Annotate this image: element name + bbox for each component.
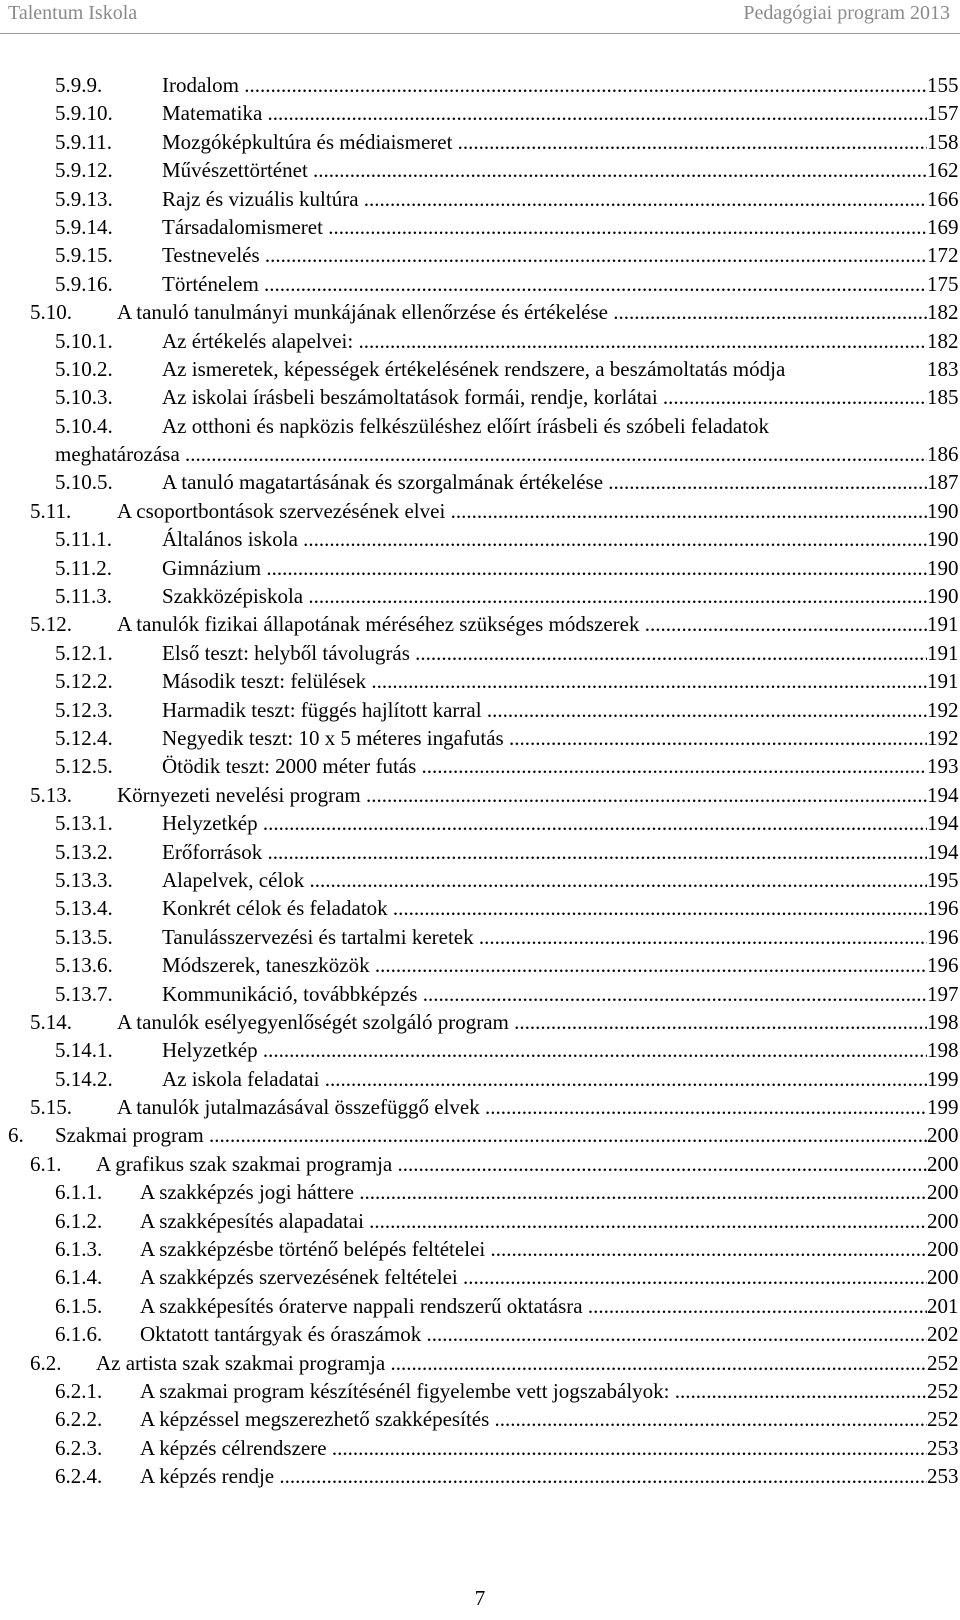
toc-entry-page: 200 <box>927 1180 959 1205</box>
toc-entry-page: 191 <box>927 640 959 665</box>
toc-entry[interactable] <box>0 667 960 695</box>
toc-entry-number: 5.13.1. <box>55 811 113 836</box>
toc-entry-page: 200 <box>927 1151 959 1176</box>
toc-entry[interactable] <box>0 639 960 667</box>
toc-entry-page: 196 <box>927 924 959 949</box>
toc-entry-page: 155 <box>927 73 959 97</box>
toc-entry-page: 200 <box>927 1208 959 1233</box>
toc-entry-number: 5.10. <box>30 300 72 325</box>
toc-entry[interactable] <box>0 71 960 99</box>
toc-entry-number: 6.1.2. <box>55 1208 103 1233</box>
toc-entry[interactable] <box>0 1093 960 1121</box>
toc-entry[interactable] <box>0 724 960 752</box>
toc-entry-title: A tanulók jutalmazásával összefüggő elvek ..... <box>117 1093 927 1121</box>
toc-entry[interactable] <box>0 156 960 184</box>
toc-entry-title: Mozgóképkultúra és médiaismeret ..... <box>162 128 927 156</box>
toc-entry-page: 186 <box>927 442 959 467</box>
toc-entry-title: A képzés rendje ..... <box>140 1462 927 1490</box>
toc-entry-title: A szakképzésbe történő belépés feltételei ..... <box>140 1235 927 1263</box>
toc-entry-number: 5.9.12. <box>55 158 113 183</box>
toc-entry-title: A szakmai program készítésénél figyelembe vett jogszabályok: ..... <box>140 1377 927 1405</box>
toc-entry-title: Kommunikáció, továbbképzés ..... <box>162 980 927 1008</box>
toc-entry-number: 5.10.3. <box>55 385 113 410</box>
toc-entry-number: 5.13.2. <box>55 839 113 864</box>
toc-entry-page: 190 <box>927 555 959 580</box>
toc-entry-title: Történelem ..... <box>162 270 927 298</box>
toc-entry-number: 6.1.4. <box>55 1265 103 1290</box>
toc-entry-title: A szakképesítés óraterve nappali rendszerű oktatásra ..... <box>140 1292 927 1320</box>
toc-entry-title: Matematika ..... <box>162 99 927 127</box>
toc-entry-page: 253 <box>927 1464 959 1489</box>
toc-entry-page: 252 <box>927 1378 959 1403</box>
toc-entry-number: 5.12.4. <box>55 725 113 750</box>
toc-entry[interactable] <box>0 1405 960 1433</box>
toc-entry-number: 5.9.13. <box>55 186 113 211</box>
toc-entry[interactable] <box>0 1263 960 1291</box>
toc-entry-number: 5.14. <box>30 1009 72 1034</box>
toc-entry[interactable] <box>0 980 960 1008</box>
toc-entry[interactable] <box>0 213 960 241</box>
toc-entry-number: 5.11.3. <box>55 584 112 609</box>
toc-entry-title: A szakképesítés alapadatai ..... <box>140 1207 927 1235</box>
toc-entry-title: Első teszt: helyből távolugrás ..... <box>162 639 927 667</box>
toc-entry-title: Alapelvek, célok ..... <box>162 866 927 894</box>
toc-entry-number: 5.14.2. <box>55 1066 113 1091</box>
header-document-title: Pedagógiai program 2013 <box>743 2 950 24</box>
toc-entry-page: 169 <box>927 214 959 239</box>
toc-entry-page: 200 <box>927 1237 959 1262</box>
toc-entry-page: 191 <box>927 612 959 637</box>
toc-entry[interactable] <box>0 752 960 780</box>
page-number: 7 <box>474 1586 486 1610</box>
toc-entry[interactable] <box>0 497 960 525</box>
toc-entry-page: 197 <box>927 981 959 1006</box>
toc-entry-number: 5.12. <box>30 612 72 637</box>
toc-entry-page: 198 <box>927 1009 959 1034</box>
toc-entry-page: 162 <box>927 158 959 183</box>
toc-entry-number: 5.11.1. <box>55 527 112 552</box>
toc-entry-page: 199 <box>927 1095 959 1120</box>
toc-entry-page: 158 <box>927 129 959 154</box>
table-of-contents <box>0 71 960 1491</box>
toc-entry-title: Módszerek, taneszközök ..... <box>162 951 927 979</box>
toc-entry[interactable] <box>0 1065 960 1093</box>
toc-entry-page: 195 <box>927 867 959 892</box>
toc-entry-title: A képzés célrendszere ..... <box>140 1434 927 1462</box>
toc-entry-title: Testnevelés ..... <box>162 241 927 269</box>
toc-entry-title: Helyzetkép ..... <box>162 809 927 837</box>
toc-entry-number: 5.9.16. <box>55 271 113 296</box>
toc-entry[interactable] <box>0 412 960 440</box>
toc-entry[interactable] <box>0 1121 960 1149</box>
toc-entry-number: 5.14.1. <box>55 1038 113 1063</box>
toc-entry-title: Ötödik teszt: 2000 méter futás ..... <box>162 752 927 780</box>
toc-entry[interactable] <box>0 923 960 951</box>
toc-entry-number: 5.13.6. <box>55 953 113 978</box>
toc-entry-title: Az iskolai írásbeli beszámoltatások formái, rendje, korlátai ..... <box>162 383 927 411</box>
toc-entry[interactable] <box>0 1349 960 1377</box>
toc-entry[interactable] <box>0 327 960 355</box>
toc-entry-title: Irodalom ..... <box>162 71 927 99</box>
toc-entry-page: 194 <box>927 811 959 836</box>
toc-entry-number: 5.12.1. <box>55 640 113 665</box>
toc-entry[interactable] <box>0 866 960 894</box>
toc-entry-number: 5.10.4. <box>55 413 113 438</box>
toc-entry-number: 6.2.1. <box>55 1378 103 1403</box>
toc-entry[interactable] <box>0 440 960 468</box>
toc-entry-title: A grafikus szak szakmai programja ..... <box>96 1150 927 1178</box>
toc-entry-title: Második teszt: felülések ..... <box>162 667 927 695</box>
toc-entry[interactable] <box>0 241 960 269</box>
toc-entry-title: Általános iskola ..... <box>162 525 927 553</box>
toc-entry[interactable] <box>0 468 960 496</box>
toc-entry[interactable] <box>0 1178 960 1206</box>
toc-entry-number: 6.2. <box>30 1350 62 1375</box>
toc-entry-number: 5.12.3. <box>55 697 113 722</box>
page-header <box>0 0 960 34</box>
toc-entry-title: meghatározása ..... <box>55 440 927 468</box>
toc-entry[interactable] <box>0 809 960 837</box>
toc-entry-page: 183 <box>927 356 959 381</box>
toc-entry[interactable] <box>0 525 960 553</box>
toc-entry[interactable] <box>0 383 960 411</box>
toc-entry-title: A szakképzés jogi háttere ..... <box>140 1178 927 1206</box>
toc-entry[interactable] <box>0 99 960 127</box>
toc-entry[interactable] <box>0 781 960 809</box>
toc-entry[interactable] <box>0 1150 960 1178</box>
toc-entry-page: 194 <box>927 782 959 807</box>
toc-entry-title: Az otthoni és napközis felkészüléshez előírt írásbeli és szóbeli feladatok <box>162 413 770 438</box>
toc-entry-title: Rajz és vizuális kultúra ..... <box>162 185 927 213</box>
toc-entry-number: 5.11.2. <box>55 555 112 580</box>
toc-entry-page: 202 <box>927 1322 959 1347</box>
toc-entry[interactable] <box>0 582 960 610</box>
toc-entry-page: 175 <box>927 271 959 296</box>
toc-entry-title: Oktatott tantárgyak és óraszámok ..... <box>140 1320 927 1348</box>
toc-entry-number: 5.10.1. <box>55 328 113 353</box>
toc-entry[interactable] <box>0 128 960 156</box>
toc-entry[interactable] <box>0 270 960 298</box>
toc-entry-title: Környezeti nevelési program ..... <box>117 781 927 809</box>
toc-entry-page: 190 <box>927 527 959 552</box>
toc-entry-number: 5.10.2. <box>55 356 113 381</box>
toc-entry-page: 191 <box>927 669 959 694</box>
toc-entry-title: Negyedik teszt: 10 x 5 méteres ingafutás ..... <box>162 724 927 752</box>
toc-entry[interactable] <box>0 185 960 213</box>
toc-entry[interactable] <box>0 1036 960 1064</box>
toc-entry-title: Konkrét célok és feladatok ..... <box>162 894 927 922</box>
toc-entry-page: 252 <box>927 1407 959 1432</box>
toc-entry-title: Az értékelés alapelvei: ..... <box>162 327 927 355</box>
toc-entry[interactable] <box>0 1434 960 1462</box>
toc-entry-title: A tanuló magatartásának és szorgalmának értékelése ..... <box>162 468 927 496</box>
toc-entry[interactable] <box>0 1320 960 1348</box>
toc-entry[interactable] <box>0 1207 960 1235</box>
toc-entry-title: A szakképzés szervezésének feltételei ..... <box>140 1263 927 1291</box>
toc-entry-number: 6.1.1. <box>55 1180 103 1205</box>
toc-entry-page: 198 <box>927 1038 959 1063</box>
toc-entry-page: 194 <box>927 839 959 864</box>
toc-entry[interactable] <box>0 696 960 724</box>
toc-entry-number: 5.13.4. <box>55 896 113 921</box>
toc-entry-page: 192 <box>927 697 959 722</box>
toc-entry[interactable] <box>0 298 960 326</box>
toc-entry-number: 5.11. <box>30 498 72 523</box>
toc-entry-title: Az iskola feladatai ..... <box>162 1065 927 1093</box>
toc-entry[interactable] <box>0 1377 960 1405</box>
toc-entry-number: 5.13.3. <box>55 867 113 892</box>
toc-entry[interactable] <box>0 951 960 979</box>
toc-entry-number: 6.2.4. <box>55 1464 103 1489</box>
toc-entry[interactable] <box>0 1235 960 1263</box>
toc-entry-number: 5.13. <box>30 782 72 807</box>
toc-entry-number: 6.2.2. <box>55 1407 103 1432</box>
header-school-name: Talentum Iskola <box>8 2 138 24</box>
toc-entry-page: 200 <box>927 1123 959 1148</box>
toc-entry-page: 196 <box>927 953 959 978</box>
toc-entry-page: 193 <box>927 754 959 779</box>
toc-entry-title: Szakközépiskola ..... <box>162 582 927 610</box>
toc-entry-title: A képzéssel megszerezhető szakképesítés ..... <box>140 1405 927 1433</box>
toc-entry[interactable] <box>0 1008 960 1036</box>
toc-entry-title: A tanulók esélyegyenlőségét szolgáló program ..... <box>117 1008 927 1036</box>
toc-entry-page: 187 <box>927 470 959 495</box>
toc-entry-number: 6.1. <box>30 1151 62 1176</box>
toc-entry-number: 6.2.3. <box>55 1435 103 1460</box>
toc-entry-number: 5.13.5. <box>55 924 113 949</box>
toc-entry[interactable] <box>0 610 960 638</box>
toc-entry-page: 182 <box>927 300 959 325</box>
toc-entry-page: 199 <box>927 1066 959 1091</box>
toc-entry-page: 253 <box>927 1435 959 1460</box>
toc-entry[interactable] <box>0 1292 960 1320</box>
toc-entry-page: 201 <box>927 1293 959 1318</box>
toc-entry-title: Az ismeretek, képességek értékelésének rendszere, a beszámoltatás módja <box>162 356 786 381</box>
toc-entry-title: Szakmai program ..... <box>55 1121 927 1149</box>
toc-entry-title: Harmadik teszt: függés hajlított karral ..... <box>162 696 927 724</box>
toc-entry-number: 5.9.11. <box>55 129 112 154</box>
toc-entry-title: Társadalomismeret ..... <box>162 213 927 241</box>
toc-entry-page: 190 <box>927 584 959 609</box>
toc-entry-page: 185 <box>927 385 959 410</box>
toc-entry[interactable] <box>0 554 960 582</box>
toc-entry-page: 190 <box>927 498 959 523</box>
toc-entry-number: 5.10.5. <box>55 470 113 495</box>
toc-entry[interactable] <box>0 894 960 922</box>
toc-entry[interactable] <box>0 838 960 866</box>
toc-entry-page: 252 <box>927 1350 959 1375</box>
toc-entry-number: 5.15. <box>30 1095 72 1120</box>
toc-entry-number: 5.9.9. <box>55 73 103 97</box>
toc-entry-number: 6.1.6. <box>55 1322 103 1347</box>
toc-entry-number: 6.1.3. <box>55 1237 103 1262</box>
toc-entry-number: 5.13.7. <box>55 981 113 1006</box>
toc-entry-title: Az artista szak szakmai programja ..... <box>96 1349 927 1377</box>
toc-entry[interactable] <box>0 1462 960 1490</box>
toc-entry-page: 182 <box>927 328 959 353</box>
toc-entry-title: Gimnázium ..... <box>162 554 927 582</box>
toc-entry-page: 196 <box>927 896 959 921</box>
toc-entry-title: Tanulásszervezési és tartalmi keretek ..... <box>162 923 927 951</box>
toc-entry-page: 200 <box>927 1265 959 1290</box>
toc-entry-title: Művészettörténet ..... <box>162 156 927 184</box>
toc-entry-number: 6.1.5. <box>55 1293 103 1318</box>
toc-entry-number: 5.9.10. <box>55 101 113 126</box>
toc-entry-number: 5.12.2. <box>55 669 113 694</box>
toc-entry-number: 5.12.5. <box>55 754 113 779</box>
toc-entry-number: 5.9.14. <box>55 214 113 239</box>
toc-entry-page: 157 <box>927 101 959 126</box>
toc-entry-title: A tanulók fizikai állapotának méréséhez szükséges módszerek ..... <box>117 610 927 638</box>
toc-entry-title: A tanuló tanulmányi munkájának ellenőrzése és értékelése ..... <box>117 298 927 326</box>
toc-entry-number: 6. <box>8 1123 24 1148</box>
toc-entry[interactable] <box>0 355 960 383</box>
toc-entry-page: 172 <box>927 243 959 268</box>
toc-entry-title: A csoportbontások szervezésének elvei ..... <box>117 497 927 525</box>
toc-entry-title: Helyzetkép ..... <box>162 1036 927 1064</box>
toc-entry-number: 5.9.15. <box>55 243 113 268</box>
toc-entry-page: 166 <box>927 186 959 211</box>
toc-entry-title: Erőforrások ..... <box>162 838 927 866</box>
toc-entry-page: 192 <box>927 725 959 750</box>
